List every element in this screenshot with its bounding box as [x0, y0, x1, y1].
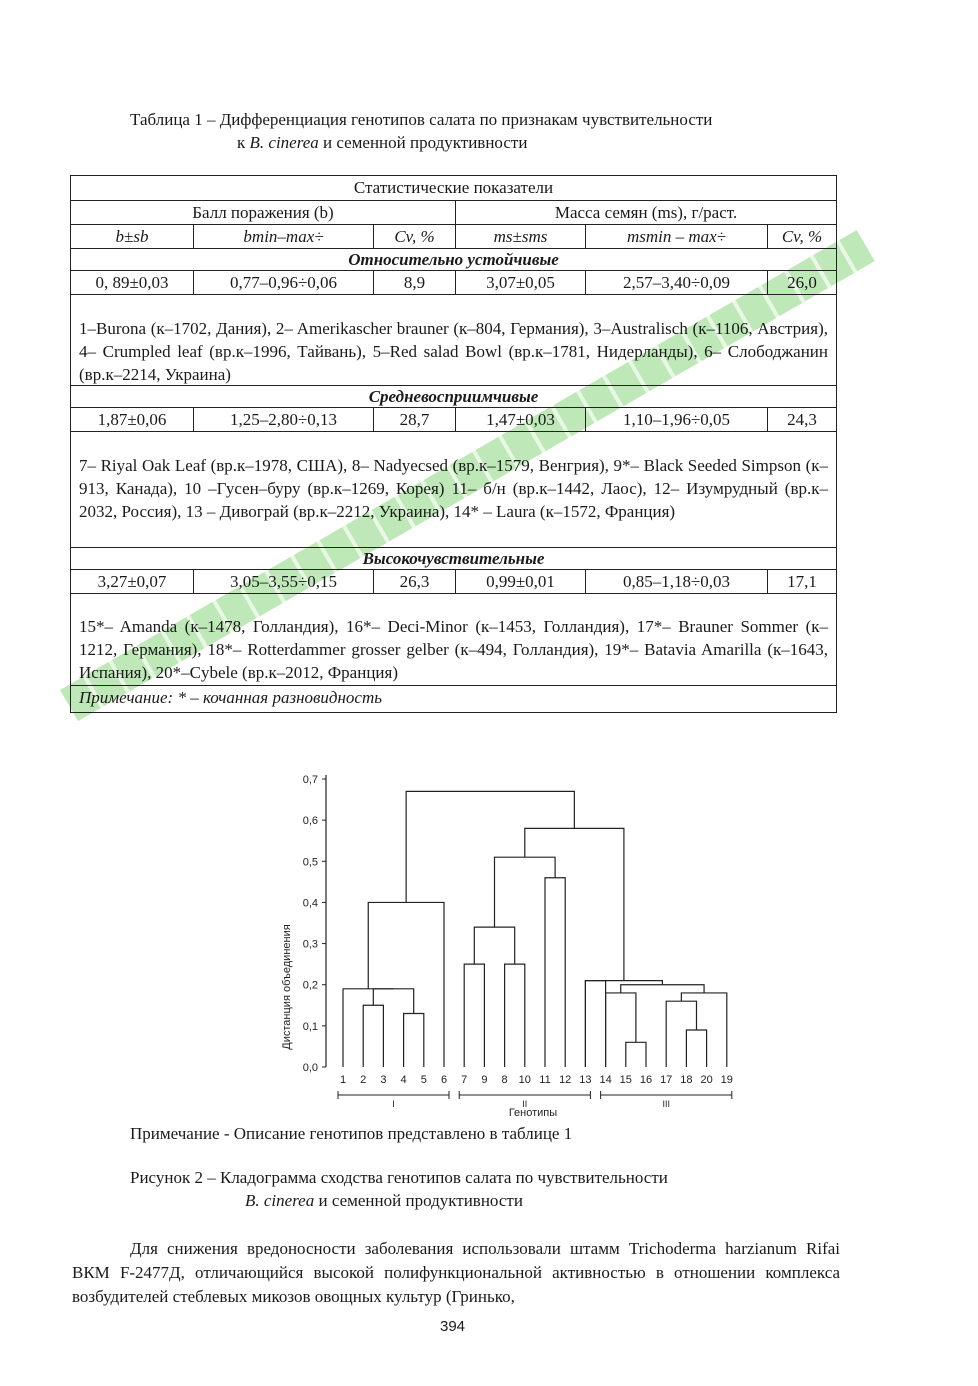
figure-caption-line1: Рисунок 2 – Кладограмма сходства генотипов салата по чувствительности — [130, 1168, 668, 1187]
genotype-list: 1–Burona (к–1702, Дания), 2– Amerikascher brauner (к–804, Германия), 3–Australisch (к–1106, Австрия), 4– Crumpled leaf (вр.к–1996, Тайвань), 5–Red salad Bowl (вр.к–1781, Нидерланды), 6– Слободжанин (вр.к–2214, Украина) — [79, 319, 828, 384]
value-cell: 0,85–1,18÷0,03 — [585, 570, 767, 593]
dendrogram-link — [525, 828, 624, 980]
col-b: b±sb — [115, 227, 149, 246]
dendrogram-link — [621, 985, 704, 993]
col-bminmax: bmin–max÷ — [193, 225, 373, 248]
value-cell: 3,27±0,07 — [97, 572, 167, 591]
dendrogram-link — [368, 902, 444, 1067]
genotypes-row — [71, 432, 836, 548]
dendrogram-link — [373, 989, 413, 1014]
value-cell: 1,47±0,03 — [455, 408, 585, 431]
dendrogram-link — [406, 791, 574, 902]
chart-axes — [303, 774, 326, 1074]
genotypes-row — [71, 594, 836, 686]
figure-caption-line2: B. cinerea и семенной продуктивности — [245, 1191, 523, 1210]
group-name: Относительно устойчивые — [348, 250, 559, 269]
dendrogram-link — [464, 964, 484, 1067]
y-tick-label: 0,5 — [302, 856, 318, 869]
page-number: 394 — [440, 1318, 466, 1335]
genotypes-row — [71, 295, 836, 386]
value-cell: 3,05–3,55÷0,15 — [193, 570, 373, 593]
leaf-labels — [338, 1074, 733, 1109]
value-cell: 1,10–1,96÷0,05 — [585, 408, 767, 431]
leaf-label: 20 — [700, 1074, 713, 1086]
leaf-label: 2 — [360, 1074, 367, 1086]
y-tick-label: 0,2 — [302, 979, 318, 992]
leaf-label: 13 — [579, 1074, 592, 1086]
genotype-list: 7– Riyal Oak Leaf (вр.к–1978, США), 8– Nadyecsed (вр.к–1579, Венгрия), 9*– Black Seeded Simpson (к–913, Канада), 10 –Гусен–буру (вр.к–1269, Корея) 11– б/н (вр.к–1442, Лаос), 12– Изумрудный (вр.к–2032, Россия), 13 – Дивограй (вр.к–2212, Украина), 14* – Laura (к–1572, Франция) — [79, 456, 828, 521]
leaf-label: 8 — [501, 1074, 508, 1086]
dendrogram-chart — [270, 765, 750, 1117]
dendrogram-link — [585, 981, 605, 1067]
leaf-label: 15 — [619, 1074, 632, 1086]
dendrogram-link — [404, 1014, 424, 1067]
dendrogram-link — [606, 993, 636, 1067]
dendrogram-link — [474, 927, 514, 964]
leaf-label: 10 — [518, 1074, 531, 1086]
dendrogram-links — [343, 791, 727, 1067]
dendrogram-link — [626, 1042, 646, 1067]
header-score: Балл поражения (b) — [192, 203, 334, 222]
y-tick-label: 0,6 — [302, 815, 318, 828]
table-note: Примечание: * – кочанная разновидность — [79, 688, 382, 707]
value-cell: 8,9 — [373, 271, 455, 294]
values-row — [71, 408, 836, 432]
value-cell: 0,99±0,01 — [455, 570, 585, 593]
dendrogram-link — [545, 878, 565, 1067]
y-tick-label: 0,7 — [302, 774, 318, 786]
body-paragraph: Для снижения вредоносности заболевания использовали штамм Trichoderma harzianum Rifai ВКМ F-2477Д, отличающийся высокой полифункциональной активностью в отношении комплекса возбудителей стеблевых микозов овощных культур (Гринько, — [72, 1239, 840, 1306]
values-row — [71, 271, 836, 295]
value-cell: 24,3 — [767, 408, 836, 431]
group-row — [71, 249, 836, 271]
group-label: III — [662, 1099, 670, 1109]
value-cell: 2,57–3,40÷0,09 — [585, 271, 767, 294]
leaf-label: 14 — [599, 1074, 612, 1086]
leaf-label: 18 — [680, 1074, 693, 1086]
leaf-label: 19 — [720, 1074, 733, 1086]
table-header-main-row — [71, 176, 836, 201]
value-cell: 3,07±0,05 — [455, 271, 585, 294]
dendrogram-link — [363, 1005, 383, 1067]
table-header-group-row — [71, 201, 836, 225]
genotype-table — [70, 175, 837, 713]
leaf-label: 7 — [461, 1074, 468, 1086]
group-label: I — [392, 1099, 395, 1109]
header-mass: Масса семян (ms), г/раст. — [455, 201, 836, 224]
y-axis-label: Дистанция объединения — [281, 924, 293, 1050]
figure-note: Примечание - Описание генотипов представлено в таблице 1 — [130, 1124, 573, 1143]
dendrogram-link — [585, 981, 662, 1067]
value-cell: 26,0 — [767, 271, 836, 294]
col-cv2: Cv, % — [767, 225, 836, 248]
group-row — [71, 548, 836, 570]
dendrogram-link — [495, 857, 556, 927]
leaf-label: 1 — [339, 1074, 347, 1086]
values-row — [71, 570, 836, 594]
table-title-line1: Таблица 1 – Дифференциация генотипов салата по признакам чувствительности — [130, 110, 713, 129]
col-cv1: Cv, % — [373, 225, 455, 248]
group-name: Высокочувствительные — [362, 549, 545, 568]
col-ms: ms±sms — [455, 225, 585, 248]
col-msminmax: msmin – max÷ — [585, 225, 767, 248]
leaf-label: 16 — [639, 1074, 653, 1086]
value-cell: 0,77–0,96÷0,06 — [193, 271, 373, 294]
leaf-label: 5 — [420, 1074, 427, 1086]
y-tick-label: 0,4 — [302, 897, 318, 910]
value-cell: 0, 89±0,03 — [95, 273, 169, 292]
group-label: II — [522, 1099, 528, 1109]
leaf-label: 17 — [660, 1074, 673, 1086]
group-row — [71, 386, 836, 408]
y-tick-label: 0,0 — [302, 1062, 318, 1074]
table-column-row — [71, 225, 836, 249]
header-main: Статистические показатели — [353, 178, 554, 197]
leaf-label: 9 — [481, 1074, 488, 1086]
dendrogram-link — [686, 1030, 706, 1067]
leaf-label: 12 — [559, 1074, 572, 1086]
value-cell: 28,7 — [373, 408, 455, 431]
value-cell: 17,1 — [767, 570, 836, 593]
y-tick-label: 0,1 — [302, 1020, 318, 1033]
value-cell: 1,87±0,06 — [97, 410, 167, 429]
value-cell: 26,3 — [373, 570, 455, 593]
leaf-label: 6 — [440, 1074, 448, 1086]
dendrogram-link — [666, 1001, 696, 1067]
leaf-label: 4 — [400, 1074, 407, 1086]
x-axis-label: Генотипы — [508, 1107, 558, 1117]
leaf-label: 3 — [380, 1074, 387, 1086]
y-tick-label: 0,3 — [302, 938, 318, 951]
dendrogram-link — [505, 964, 525, 1067]
genotype-list: 15*– Amanda (к–1478, Голландия), 16*– Deci-Minor (к–1453, Голландия), 17*– Brauner Sommer (к–1212, Германия), 18*– Rotterdammer grosser gelber (к–494, Голландия), 19*– Batavia Amarilla (к–1643, Испания), 20*–Cybele (вр.к–2012, Франция) — [79, 617, 828, 682]
table-title-line2: к B. cinerea и семенной продуктивности — [237, 133, 528, 152]
leaf-label: 11 — [539, 1074, 551, 1086]
value-cell: 1,25–2,80÷0,13 — [193, 408, 373, 431]
group-name: Средневосприимчивые — [368, 387, 539, 406]
dendrogram-link — [343, 989, 394, 1067]
